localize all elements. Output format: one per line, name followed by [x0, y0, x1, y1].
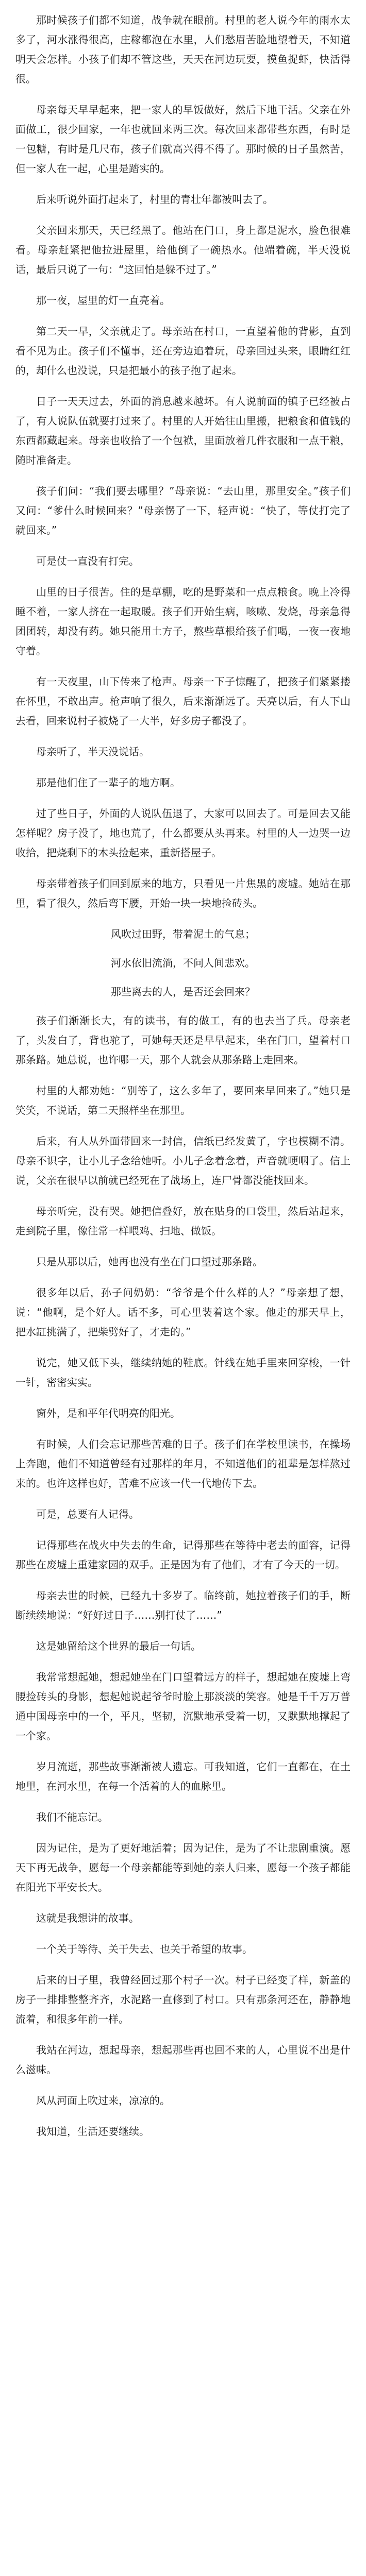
- paragraph: 山里的日子很苦。住的是草棚，吃的是野菜和一点点粮食。晚上冷得睡不着，一家人挤在一起取暖。孩子们开始生病，咳嗽、发烧，母亲急得团团转，却没有药。她只能用土方子，熬些草根给孩子们喝，一夜一夜地守着。: [15, 586, 351, 657]
- paragraph: 第二天一早，父亲就走了。母亲站在村口，一直望着他的背影，直到看不见为止。孩子们不懂事，还在旁边追着玩，母亲回过头来，眼睛红红的，却什么也没说，只是把最小的孩子抱了起来。: [15, 325, 351, 377]
- paragraph: 母亲每天早早起来，把一家人的早饭做好，然后下地干活。父亲在外面做工，很少回家，一年也就回来两三次。每次回来都带些东西，有时是一包糖，有时是几尺布，孩子们就高兴得不得了。那时候的日子虽然苦，但一家人在一起，心里是踏实的。: [15, 104, 351, 175]
- paragraph: 那是他们住了一辈子的地方啊。: [36, 776, 180, 789]
- paragraph: 后来的日子里，我曾经回过那个村子一次。村子已经变了样，新盖的房子一排排整整齐齐，水泥路一直修到了村口。只有那条河还在，静静地流着，和很多年前一样。: [15, 1974, 351, 2025]
- paragraph: 那时候孩子们都不知道，战争就在眼前。村里的老人说今年的雨水太多了，河水涨得很高，庄稼都泡在水里，人们愁眉苦脸地望着天，不知道明天会怎样。小孩子们却不管这些，天天在河边玩耍，摸鱼捉虾，快活得很。: [15, 14, 351, 85]
- paragraph: 记得那些在战火中失去的生命，记得那些在等待中老去的面容，记得那些在废墟上重建家园的双手。正是因为有了他们，才有了今天的一切。: [15, 1539, 351, 1571]
- paragraph: 说完，她又低下头，继续纳她的鞋底。针线在她手里来回穿梭，一针一针，密密实实。: [15, 1357, 351, 1388]
- verse-line: 河水依旧流淌，不问人间悲欢。: [111, 957, 255, 969]
- paragraph: 孩子们渐渐长大，有的读书，有的做工，有的也去当了兵。母亲老了，头发白了，背也驼了，可她每天还是早早起来，坐在门口，望着村口那条路。她总说，也许哪一天，那个人就会从那条路上走回来。: [15, 1014, 351, 1066]
- paragraph: 只是从那以后，她再也没有坐在门口望过那条路。: [36, 1256, 263, 1268]
- paragraph: 我站在河边，想起母亲，想起那些再也回不来的人，心里说不出是什么滋味。: [15, 2044, 351, 2076]
- paragraph: 母亲听完，没有哭。她把信叠好，放在贴身的口袋里，然后站起来，走到院子里，像往常一样喂鸡、扫地、做饭。: [15, 1205, 351, 1237]
- paragraph: 村里的人都劝她：“别等了，这么多年了，要回来早回来了。”她只是笑笑，不说话，第二天照样坐在那里。: [15, 1084, 351, 1116]
- paragraph: 窗外，是和平年代明亮的阳光。: [36, 1407, 180, 1419]
- paragraph: 岁月流逝，那些故事渐渐被人遗忘。可我知道，它们一直都在，在土地里，在河水里，在每一个活着的人的血脉里。: [15, 1760, 351, 1792]
- paragraph: 那一夜，屋里的灯一直亮着。: [36, 294, 170, 307]
- paragraph: 有一天夜里，山下传来了枪声。母亲一下子惊醒了，把孩子们紧紧搂在怀里，不敢出声。枪声响了很久，后来渐渐远了。天亮以后，有人下山去看，回来说村子被烧了一大半，好多房子都没了。: [15, 675, 351, 727]
- paragraph: 孩子们问：“我们要去哪里？”母亲说：“去山里，那里安全。”孩子们又问：“爹什么时候回来？”母亲愣了一下，轻声说：“快了，等仗打完了就回来。”: [15, 485, 351, 536]
- paragraph: 有时候，人们会忘记那些苦难的日子。孩子们在学校里读书，在操场上奔跑，他们不知道曾经有过那样的年月，不知道他们的祖辈是怎样熬过来的。也许这样也好，苦难不应该一代一代地传下去。: [15, 1438, 351, 1489]
- paragraph: 母亲带着孩子们回到原来的地方，只看见一片焦黑的废墟。她站在那里，看了很久，然后弯下腰，开始一块一块地捡砖头。: [15, 877, 351, 909]
- paragraph: 一个关于等待、关于失去、也关于希望的故事。: [36, 1943, 253, 1955]
- paragraph: 后来，有人从外面带回来一封信，信纸已经发黄了，字也模糊不清。母亲不识字，让小儿子念给她听。小儿子念着念着，声音就哽咽了。信上说，父亲在很早以前就已经死在了战场上，连尸骨都没能找回来。: [15, 1135, 351, 1187]
- paragraph: 后来听说外面打起来了，村里的青壮年都被叫去了。: [36, 193, 273, 206]
- paragraph: 可是仗一直没有打完。: [36, 555, 139, 567]
- paragraph: 过了些日子，外面的人说队伍退了，大家可以回去了。可是回去又能怎样呢？房子没了，地也荒了，什么都要从头再来。村里的人一边哭一边收拾，把烧剩下的木头捡起来，重新搭屋子。: [15, 807, 351, 859]
- paragraph: 这是她留给这个世界的最后一句话。: [36, 1640, 201, 1652]
- paragraph: 母亲去世的时候，已经九十多岁了。临终前，她拉着孩子们的手，断断续续地说：“好好过日子……别打仗了……”: [15, 1589, 351, 1621]
- paragraph: 可是，总要有人记得。: [36, 1508, 139, 1520]
- paragraph: 很多年以后，孙子问奶奶：“爷爷是个什么样的人？”母亲想了想，说：“他啊，是个好人。话不多，可心里装着这个家。他走的那天早上，把水缸挑满了，把柴劈好了，才走的。”: [15, 1286, 351, 1338]
- verse-line: 风吹过田野，带着泥土的气息；: [111, 928, 255, 940]
- paragraph: 这就是我想讲的故事。: [36, 1912, 139, 1924]
- verse-line: 那些离去的人，是否还会回来？: [111, 986, 255, 998]
- paragraph: 我们不能忘记。: [36, 1811, 108, 1823]
- paragraph: 因为记住，是为了更好地活着；因为记住，是为了不让悲剧重演。愿天下再无战争，愿每一个母亲都能等到她的亲人归来，愿每一个孩子都能在阳光下平安长大。: [15, 1842, 351, 1893]
- paragraph: 日子一天天过去，外面的消息越来越坏。有人说前面的镇子已经被占了，有人说队伍就要打过来了。村里的人开始往山里搬，把粮食和值钱的东西都藏起来。母亲也收拾了一个包袱，里面放着几件衣服和一点干粮，随时准备走。: [15, 395, 351, 466]
- paragraph: 风从河面上吹过来，凉凉的。: [36, 2094, 170, 2107]
- paragraph: 我知道，生活还要继续。: [36, 2125, 149, 2138]
- paragraph: 母亲听了，半天没说话。: [36, 745, 149, 758]
- paragraph: 父亲回来那天，天已经黑了。他站在门口，身上都是泥水，脸色很难看。母亲赶紧把他拉进屋里，给他倒了一碗热水。他端着碗，半天没说话，最后只说了一句：“这回怕是躲不过了。”: [15, 224, 351, 276]
- paragraph: 我常常想起她，想起她坐在门口望着远方的样子，想起她在废墟上弯腰捡砖头的身影，想起她说起爷爷时脸上那淡淡的笑容。她是千千万万普通中国母亲中的一个，平凡，坚韧，沉默地承受着一切，又默默地撑起了一个家。: [15, 1671, 351, 1742]
